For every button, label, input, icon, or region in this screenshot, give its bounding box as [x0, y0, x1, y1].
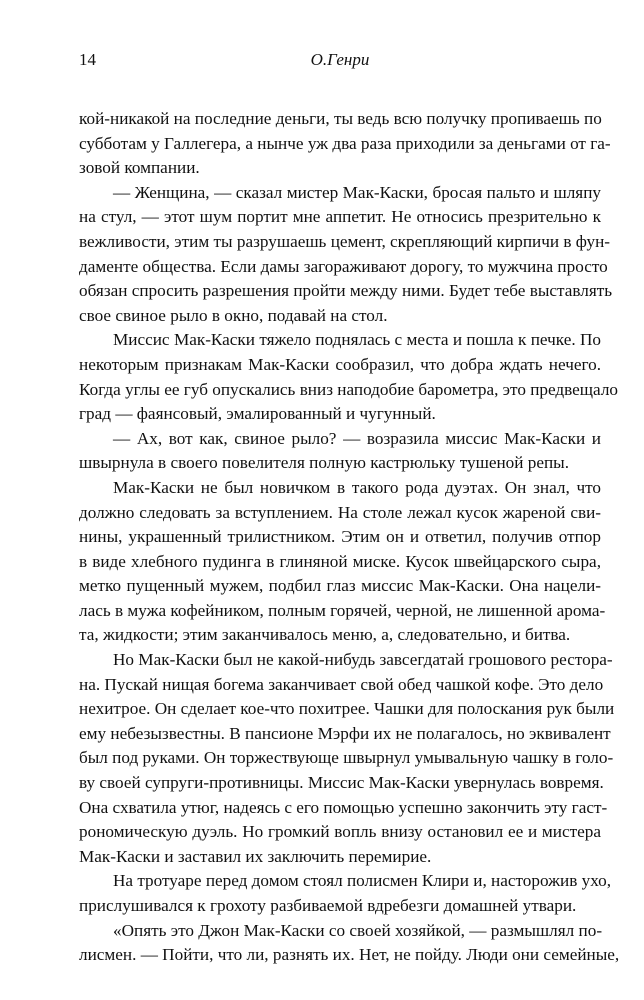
text-line: вежливости, этим ты разрушаешь цемент, скрепляющий кирпичи в фун-	[79, 231, 610, 251]
text-line: нехитрое. Он сделает кое-что похитрее. Чашки для полоскания рук были	[79, 699, 615, 719]
text-line: обязан спросить разрешения пройти между ними. Будет тебе выставлять	[79, 281, 613, 301]
text-line: лась в мужа кофейником, полным горячей, черной, не лишенной арома-	[79, 600, 606, 620]
text-line: та, жидкости; этим заканчивалось меню, а, следовательно, и битва.	[79, 625, 571, 645]
text-line: Но Мак-Каски был не какой-нибудь завсегдатай грошового рестора-	[113, 650, 613, 670]
text-line: рономическую дуэль. Но громкий вопль внизу остановил ее и мистера	[79, 822, 601, 842]
text-line: должно следовать за вступлением. На столе лежал кусок жареной сви-	[79, 502, 601, 522]
text-line: свое свиное рыло в окно, подавай на стол.	[79, 305, 388, 325]
page-number: 14	[79, 50, 96, 69]
text-line: зовой компании.	[79, 158, 200, 178]
text-line: даменте общества. Если дамы загораживают дорогу, то мужчина просто	[79, 256, 608, 276]
text-line: был под руками. Он торжествующе швырнул умывальную чашку в голо-	[79, 748, 614, 768]
text-line: некоторым признакам Мак-Каски сообразил, что добра ждать нечего.	[79, 354, 601, 374]
text-line: на. Пускай нищая богема заканчивает свой обед чашкой кофе. Это дело	[79, 674, 604, 694]
text-line: швырнула в своего повелителя полную кастрюльку тушеной репы.	[79, 453, 569, 473]
text-line: — Женщина, — сказал мистер Мак-Каски, бросая пальто и шляпу	[113, 182, 601, 202]
text-line: на стул, — этот шум портит мне аппетит. Не относись презрительно к	[79, 207, 601, 227]
text-line: Миссис Мак-Каски тяжело поднялась с места и пошла к печке. По	[113, 330, 601, 350]
text-line: «Опять это Джон Мак-Каски со своей хозяйкой, — размышлял по-	[113, 920, 603, 940]
text-line: метко пущенный мужем, подбил глаз миссис Мак-Каски. Она нацели-	[79, 576, 601, 596]
text-line: Мак-Каски не был новичком в такого рода дуэтах. Он знал, что	[113, 477, 601, 497]
body-text	[79, 107, 620, 968]
running-head-author: О.Генри	[310, 50, 370, 69]
text-line: ву своей супруги-противницы. Миссис Мак-Каски увернулась вовремя.	[79, 773, 604, 793]
text-line: На тротуаре перед домом стоял полисмен Клири и, насторожив ухо,	[113, 871, 612, 891]
text-line: кой-никакой на последние деньги, ты ведь всю получку пропиваешь по	[79, 109, 602, 128]
text-line: нины, украшенный трилистником. Этим он и ответил, получив отпор	[79, 527, 601, 547]
text-line: ему небезызвестны. В пансионе Мэрфи их не полагалось, но эквивалент	[79, 723, 611, 743]
text-line: Она схватила утюг, надеясь с его помощью успешно закончить эту гаст-	[79, 797, 608, 817]
page-header	[79, 50, 601, 76]
text-line: лисмен. — Пойти, что ли, разнять их. Нет, не пойду. Люди они семейные,	[79, 945, 620, 965]
text-line: — Ах, вот как, свиное рыло? — возразила миссис Мак-Каски и	[113, 428, 601, 448]
text-line: субботам у Галлегера, а нынче уж два раза приходили за деньгами от га-	[79, 133, 611, 153]
text-line: град — фаянсовый, эмалированный и чугунный.	[79, 404, 436, 424]
text-line: в виде хлебного пудинга в глиняной миске. Кусок швейцарского сыра,	[79, 551, 601, 571]
text-line: прислушивался к грохоту разбиваемой вдребезги домашней утвари.	[79, 896, 577, 915]
text-line: Мак-Каски и заставил их заключить перемирие.	[79, 846, 432, 866]
text-line: Когда углы ее губ опускались вниз наподобие барометра, это предвещало	[79, 379, 618, 399]
